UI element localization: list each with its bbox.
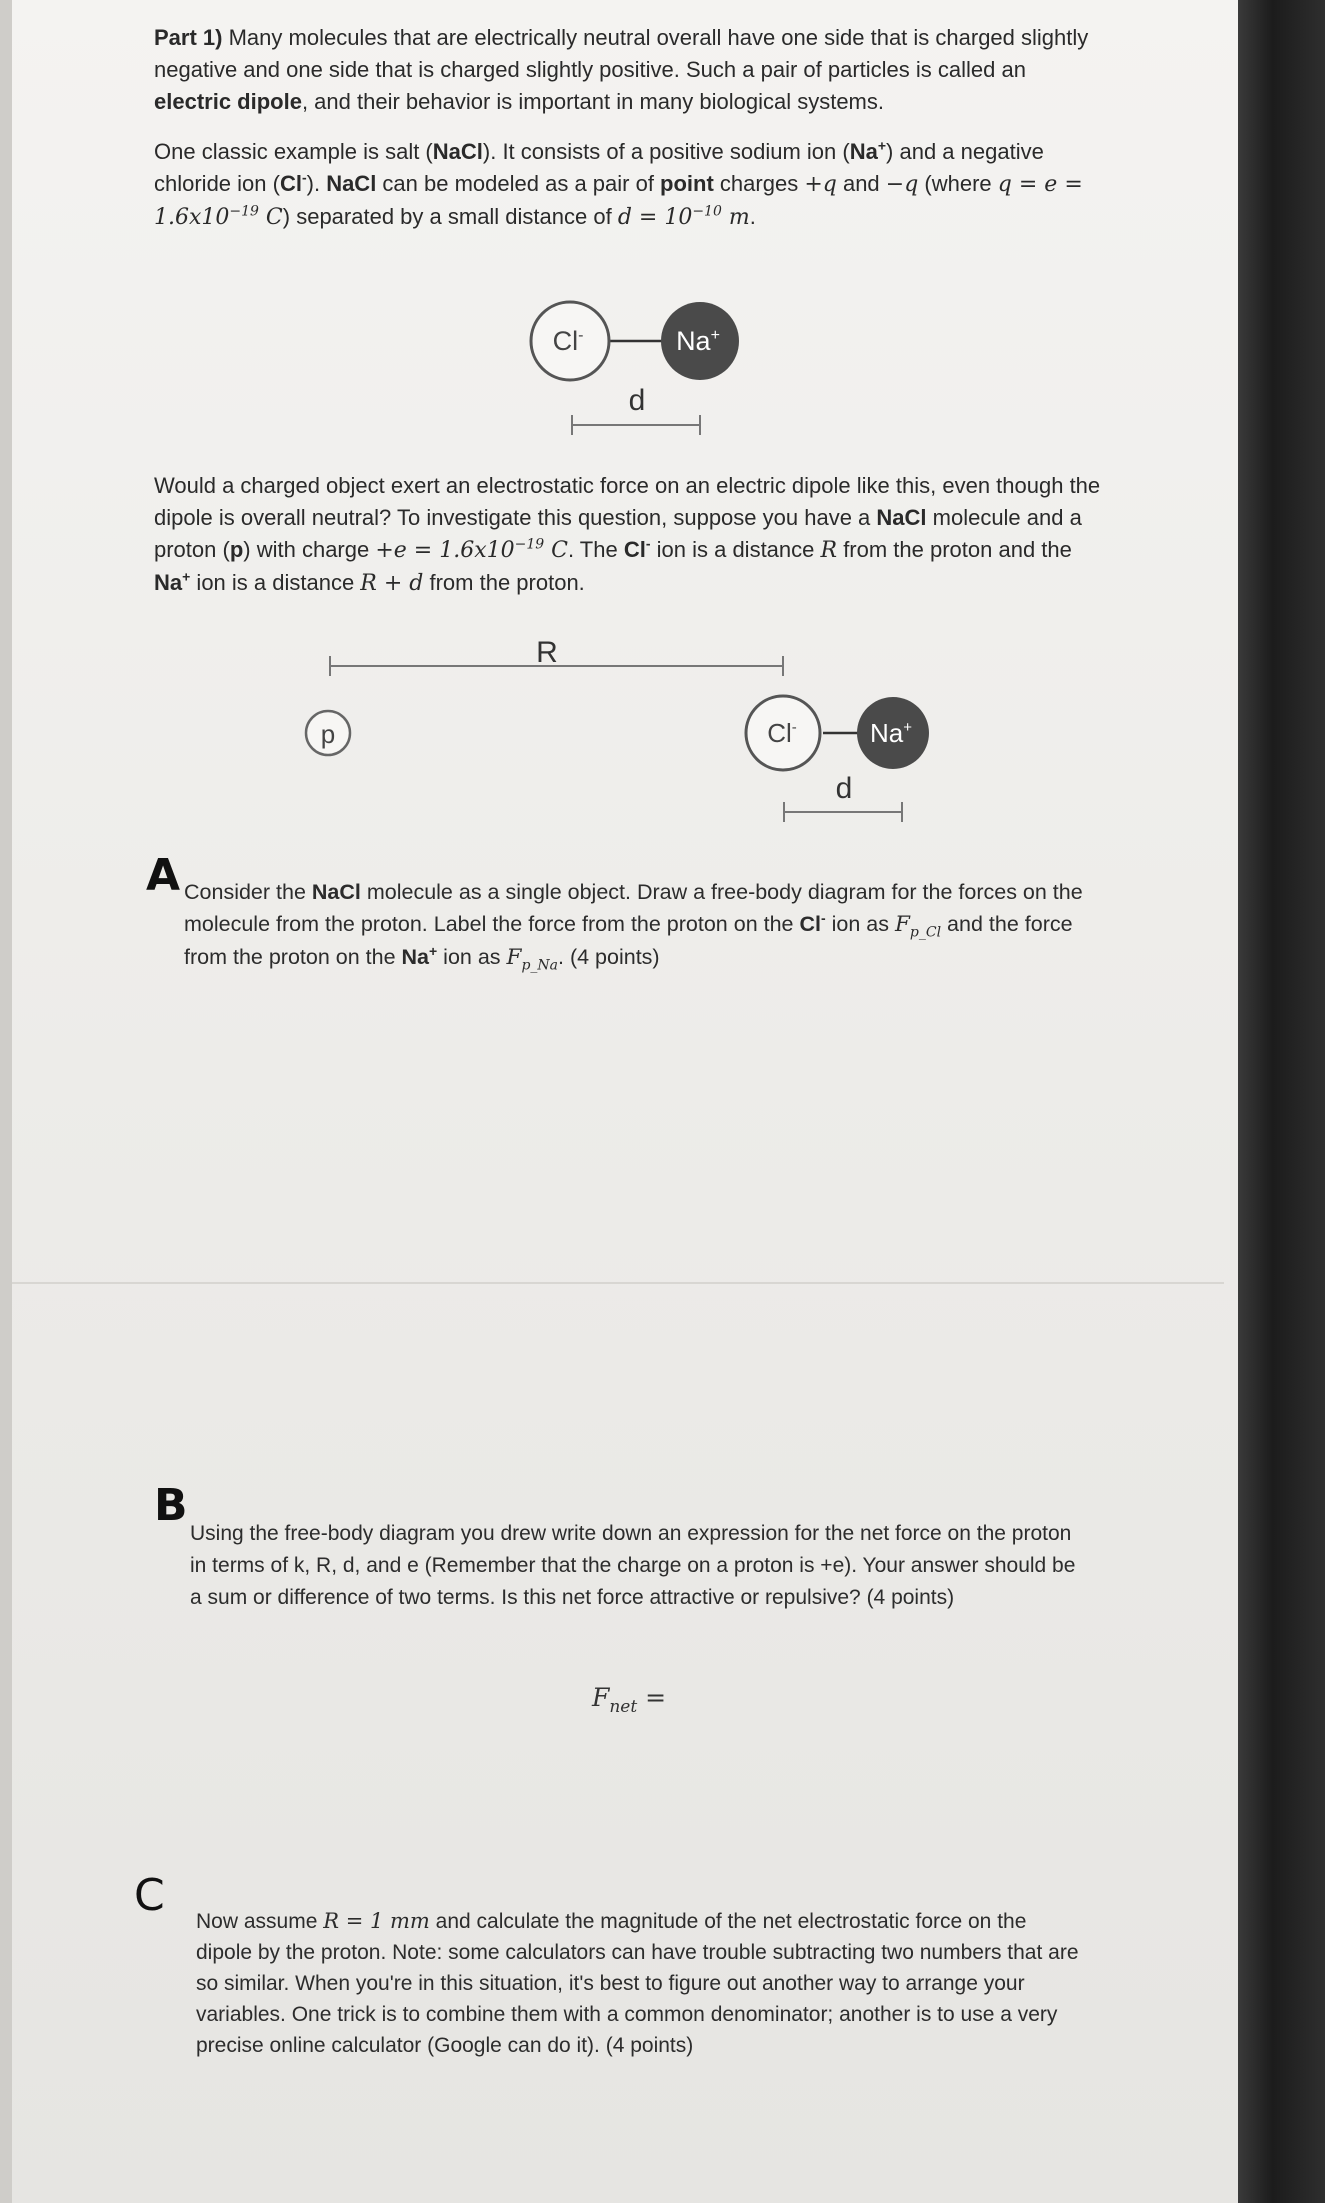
- math: m: [721, 205, 750, 230]
- bold-term: NaCl: [326, 171, 377, 196]
- math-subscript: p_Cl: [909, 924, 942, 941]
- math-subscript: net: [609, 1697, 638, 1717]
- math: q = e = 1.6x10: [154, 172, 1083, 230]
- part-c-text: [196, 1906, 1086, 2061]
- text: .: [749, 204, 756, 229]
- math-exponent: −19: [514, 536, 545, 553]
- bold-term: Na+: [401, 942, 438, 969]
- math: R = 1 mm: [323, 1909, 430, 1933]
- text: Cl: [623, 537, 646, 562]
- question-paragraph: [154, 470, 1104, 600]
- text: molecule as a single object. Draw a free-body diagram for the forces on the molecule from the proton. Label the force from the proton on the: [184, 880, 1083, 936]
- page-seam: [12, 1282, 1224, 1284]
- text: Na: [154, 570, 183, 595]
- math: F: [895, 912, 910, 937]
- bold-term: electric dipole: [154, 89, 302, 114]
- math: C: [258, 205, 283, 230]
- text: , and their behavior is important in many biological systems.: [301, 89, 884, 114]
- handwritten-c: C: [134, 1870, 165, 1921]
- math: F: [506, 945, 522, 970]
- text: ).: [306, 171, 327, 196]
- text: . (4 points): [558, 945, 660, 969]
- text: ). It consists of a positive sodium ion (: [482, 139, 850, 164]
- text: ) separated by a small distance of: [282, 204, 618, 229]
- math: F: [592, 1683, 610, 1712]
- background-edge: [1238, 0, 1325, 2203]
- math: +q: [804, 172, 837, 197]
- part-label: Part 1): [154, 25, 223, 50]
- d-label: d: [835, 772, 853, 805]
- part-b-text: Using the free-body diagram you drew write down an expression for the net force on the proton in terms of k, R, d, and e (Remember that the charge on a proton is +e). Your answer should be a sum or difference of two terms. Is this net force attractive or repulsive? (4 points): [190, 1522, 1076, 1609]
- text: ion is a distance: [190, 570, 361, 595]
- proton-dipole-diagram: [0, 620, 1238, 840]
- math: R + d: [360, 571, 424, 596]
- bold-term: NaCl: [432, 139, 483, 164]
- text: ) and a negative chloride ion (: [154, 139, 1044, 196]
- math: R: [820, 538, 838, 563]
- bold-term: NaCl: [876, 505, 927, 530]
- text: . The: [567, 537, 624, 562]
- text: One classic example is salt (: [154, 139, 433, 164]
- text: from the proton.: [423, 570, 585, 595]
- bold-term: p: [229, 537, 244, 562]
- part1-example: [154, 136, 1104, 234]
- d-label: d: [628, 384, 646, 417]
- cl-label: Cl-: [767, 718, 797, 748]
- bold-term: point: [660, 171, 714, 196]
- text: can be modeled as a pair of: [376, 171, 661, 196]
- text: Now assume: [196, 1910, 324, 1933]
- text: ) with charge: [243, 537, 376, 562]
- bold-term: Cl-: [799, 909, 826, 936]
- text: Consider the: [184, 880, 312, 904]
- dipole-diagram: [0, 290, 1238, 450]
- question-text: [154, 470, 1104, 618]
- r-label: R: [536, 636, 558, 669]
- part1-intro: [154, 22, 1104, 118]
- part-a-text: [184, 876, 1084, 974]
- math: +e = 1.6x10: [375, 538, 515, 563]
- text: Would a charged object exert an electrostatic force on an electric dipole like this, even though the dipole is overall neutral? To investigate this question, suppose you have a: [154, 473, 1101, 530]
- text: Na: [401, 945, 430, 969]
- text: Cl: [279, 171, 302, 196]
- na-label: Na+: [676, 326, 720, 356]
- text: and calculate the magnitude of the net electrostatic force on the dipole by the proton. Note: some calculators can have trouble subtracting two numbers that are so similar. When you're in this situation, it's best to figure out another way to arrange your variables. One trick is to combine them with a common denominator; another is to use a very precise online calculator (Google can do it). (4 points): [196, 1910, 1079, 2057]
- part1-text: [154, 22, 1104, 252]
- text: Na: [849, 139, 878, 164]
- proton-label: p: [320, 719, 336, 749]
- bold-term: Na+: [154, 568, 191, 595]
- bold-term: Cl-: [279, 169, 307, 196]
- bold-term: Cl-: [623, 535, 651, 562]
- text: (where: [918, 171, 998, 196]
- bold-term: Na+: [849, 137, 887, 164]
- na-label: Na+: [869, 718, 913, 748]
- text: charges: [713, 171, 805, 196]
- math-exponent: −19: [229, 203, 259, 220]
- math: =: [637, 1683, 667, 1712]
- text: ion as: [437, 945, 507, 969]
- text: molecule and a proton (: [154, 505, 1082, 562]
- math: d = 10: [617, 205, 693, 230]
- math: C: [544, 538, 568, 563]
- math: −q: [885, 172, 919, 197]
- text: from the proton and the: [837, 537, 1072, 562]
- text: and the force from the proton on the: [184, 912, 1073, 969]
- bold-term: NaCl: [311, 880, 361, 904]
- text: ion as: [825, 912, 895, 936]
- text: ion is a distance: [650, 537, 821, 562]
- handwritten-a: A: [146, 850, 181, 901]
- math-subscript: p_Na: [521, 957, 559, 974]
- fnet-equation: [592, 1683, 667, 1717]
- cl-label: Cl-: [552, 326, 584, 356]
- text: Cl: [799, 912, 821, 936]
- handwritten-b: B: [154, 1480, 188, 1531]
- text: Many molecules that are electrically neutral overall have one side that is charged slightly negative and one side that is charged slightly positive. Such a pair of particles is called an: [154, 25, 1089, 82]
- math-exponent: −10: [692, 203, 722, 220]
- text: and: [836, 171, 886, 196]
